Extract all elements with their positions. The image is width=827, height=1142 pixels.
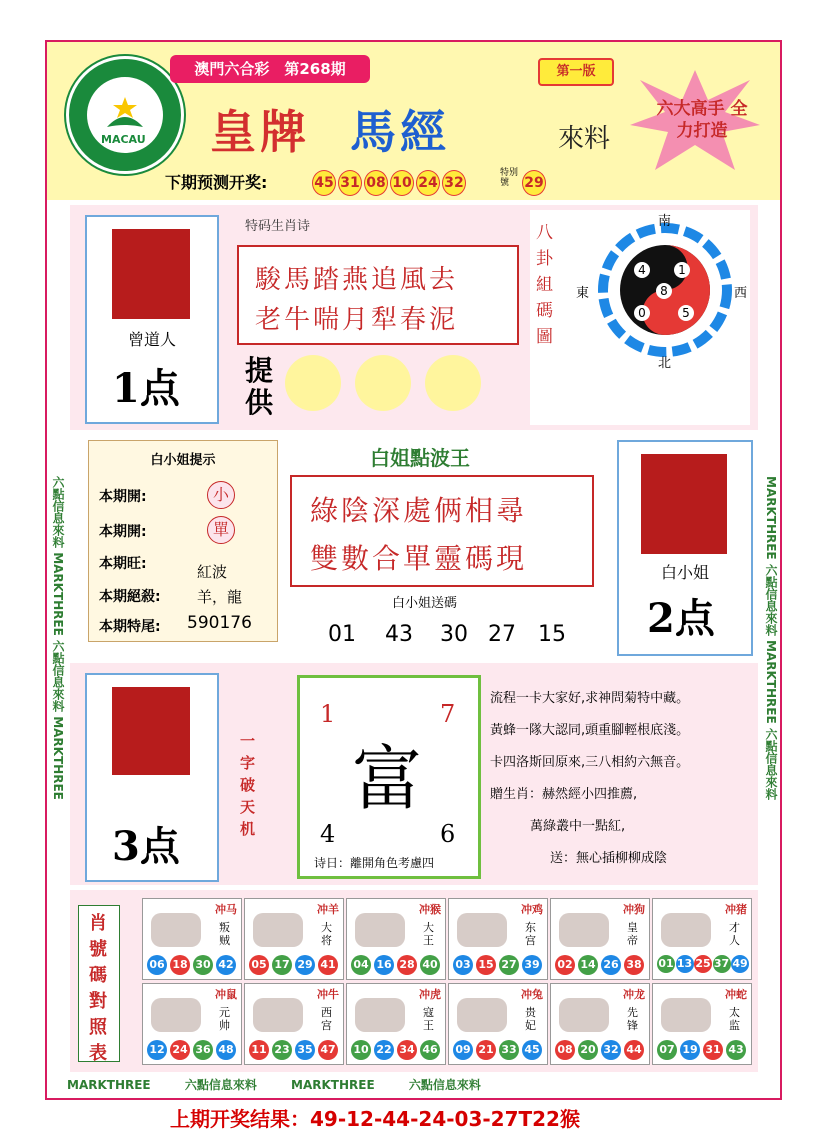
zodiac-tag: 冲兔: [521, 988, 543, 1001]
animal-icon: [457, 998, 507, 1032]
emblem-inner: [87, 77, 163, 153]
expert-name: 白小姐: [660, 563, 709, 582]
side-text: 一字破天机: [240, 732, 256, 838]
hint-row-label: 本期開:: [99, 489, 147, 505]
edition-badge: 第一版: [538, 58, 614, 86]
side-band-en: MARKTHREE: [51, 551, 65, 636]
expert-photo: [112, 229, 190, 319]
bagua-dir-west: 西: [734, 286, 748, 301]
send-number: 30: [440, 622, 468, 647]
animal-icon: [151, 913, 201, 947]
predict-ball: 10: [390, 170, 414, 196]
zodiac-number: 46: [420, 1040, 440, 1060]
animal-icon: [253, 998, 303, 1032]
animal-icon: [559, 998, 609, 1032]
bagua-dir-east: 東: [576, 286, 590, 301]
zodiac-number: 04: [351, 955, 371, 975]
zodiac-number: 35: [295, 1040, 315, 1060]
zodiac-tag: 冲猴: [419, 903, 441, 916]
animal-icon: [661, 998, 711, 1032]
zodiac-number: 22: [374, 1040, 394, 1060]
send-number: 43: [385, 622, 413, 647]
poem-line: 诗日：離開角色考慮四: [314, 856, 435, 870]
provide-text: 提供: [245, 354, 274, 419]
zodiac-number: 08: [555, 1040, 575, 1060]
zodiac-name: 元帅: [219, 1006, 230, 1032]
zodiac-number: 19: [680, 1040, 700, 1060]
king-title: 白姐點波王: [370, 446, 470, 470]
poem-line: 雙數合單靈碼現: [310, 542, 528, 575]
zodiac-tag: 冲虎: [419, 988, 441, 1001]
side-band-text: 六點信息來料: [51, 639, 65, 712]
hint-row-value: 590176: [187, 613, 252, 633]
zodiac-name: 先锋: [627, 1006, 638, 1032]
zodiac-number: 47: [318, 1040, 338, 1060]
predict-ball: 31: [338, 170, 362, 196]
send-number: 27: [488, 622, 516, 647]
zodiac-title: 肖號碼對照表: [89, 913, 107, 1064]
bagua-num: 1: [674, 262, 690, 278]
side-band-en: MARKTHREE: [764, 639, 778, 724]
hint-row-label: 本期旺:: [99, 556, 147, 572]
zodiac-number: 07: [657, 1040, 677, 1060]
side-band-text: 六點信息來料: [51, 475, 65, 548]
poem-line: 綠陰深處俩相尋: [310, 494, 528, 527]
zodiac-number: 01: [657, 955, 675, 973]
verse-line: 萬綠叢中一點紅,: [530, 819, 626, 834]
big-char: 富: [352, 738, 422, 820]
zodiac-number: 37: [713, 955, 731, 973]
zodiac-number: 41: [318, 955, 338, 975]
zodiac-tag: 冲马: [215, 903, 237, 916]
verse-line: 卡四洛斯回原來,三八相約六無音。: [490, 755, 690, 770]
zodiac-number: 36: [193, 1040, 213, 1060]
zodiac-card: [142, 898, 242, 980]
poem-box-2: [290, 475, 594, 587]
zodiac-number: 26: [601, 955, 621, 975]
zodiac-number: 21: [476, 1040, 496, 1060]
predict-numbers: [312, 170, 466, 196]
hint-row-label: 本期絕殺:: [99, 589, 161, 605]
zodiac-name: 西宫: [321, 1006, 332, 1032]
zodiac-number: 12: [147, 1040, 167, 1060]
zodiac-card: [652, 983, 752, 1065]
zodiac-name: 东宫: [525, 921, 536, 947]
hint-row-value: 羊，龍: [197, 588, 243, 606]
side-band-en: MARKTHREE: [67, 1078, 151, 1092]
zodiac-number: 48: [216, 1040, 236, 1060]
fu-box: [297, 675, 481, 879]
bagua-num: 0: [634, 305, 650, 321]
poem-box-1: [237, 245, 519, 345]
send-number: 01: [328, 622, 356, 647]
zodiac-number: 31: [703, 1040, 723, 1060]
special-label: 特别號: [500, 168, 519, 188]
zodiac-title-box: [78, 905, 120, 1062]
expert-card-3: [85, 673, 219, 882]
zodiac-number: 32: [601, 1040, 621, 1060]
animal-icon: [253, 913, 303, 947]
zodiac-tag: 冲龙: [623, 988, 645, 1001]
animal-icon: [457, 913, 507, 947]
title-blue: 馬經: [350, 105, 450, 159]
predict-ball: 32: [442, 170, 466, 196]
predict-ball: 24: [416, 170, 440, 196]
zodiac-number: 40: [420, 955, 440, 975]
side-band-text: 六點信息來料: [184, 1078, 257, 1092]
zodiac-tag: 冲鸡: [521, 903, 543, 916]
zodiac-number: 09: [453, 1040, 473, 1060]
zodiac-card: [346, 898, 446, 980]
zodiac-name: 寇王: [423, 1006, 434, 1032]
zodiac-number: 13: [676, 955, 694, 973]
footer-band: [47, 1076, 780, 1098]
animal-icon: [559, 913, 609, 947]
bagua-num: 4: [634, 262, 650, 278]
hint-title: 白小姐提示: [150, 453, 216, 468]
expert-photo: [641, 454, 727, 554]
rooster-icon: [285, 355, 341, 411]
zodiac-card: [550, 983, 650, 1065]
zodiac-number: 29: [295, 955, 315, 975]
verse-line: 贈生肖：赫然經小四推薦,: [490, 787, 638, 802]
left-side-band: [47, 205, 67, 1070]
zodiac-tag: 冲猪: [725, 903, 747, 916]
poem-line: 老牛喘月犁春泥: [255, 305, 459, 335]
poem-line: 駿馬踏燕追風去: [255, 265, 459, 295]
zodiac-number: 30: [193, 955, 213, 975]
zodiac-number: 02: [555, 955, 575, 975]
zodiac-card: [448, 983, 548, 1065]
pig-icon: [425, 355, 481, 411]
zodiac-number: 42: [216, 955, 236, 975]
animal-icon: [151, 998, 201, 1032]
expert-points: 3点: [112, 823, 180, 870]
send-title: 白小姐送碼: [392, 596, 458, 611]
bagua-num: 8: [656, 283, 672, 299]
zodiac-number: 10: [351, 1040, 371, 1060]
expert-name: 曾道人: [127, 330, 176, 349]
verse-block: [490, 683, 755, 875]
verse-line: 送：無心插柳柳成陰: [550, 851, 668, 866]
zodiac-number: 17: [272, 955, 292, 975]
zodiac-number: 34: [397, 1040, 417, 1060]
zodiac-name: 贵妃: [525, 1006, 536, 1032]
zodiac-number: 23: [272, 1040, 292, 1060]
last-result: 上期开奖结果：49-12-44-24-03-27T22猴: [170, 1107, 580, 1131]
zodiac-number: 27: [499, 955, 519, 975]
predict-ball: 45: [312, 170, 336, 196]
macau-emblem-logo: [66, 56, 184, 174]
zodiac-name: 皇帝: [627, 921, 638, 947]
hint-row-value: 小: [207, 481, 235, 509]
zodiac-number: 03: [453, 955, 473, 975]
bagua-num: 5: [678, 305, 694, 321]
side-band-en: MARKTHREE: [291, 1078, 375, 1092]
zodiac-card: [550, 898, 650, 980]
bagua-panel: [530, 210, 750, 425]
issue-badge: 澳門六合彩 第268期: [170, 55, 370, 83]
zodiac-card: [244, 898, 344, 980]
verse-line: 流程一卡大家好,求神問菊特中藏。: [490, 691, 690, 706]
zodiac-tag: 冲蛇: [725, 988, 747, 1001]
side-band-text: 六點信息來料: [764, 563, 778, 636]
star-text: 六大高手 全力打造: [656, 99, 748, 141]
special-ball: 29: [522, 170, 546, 196]
zodiac-number: 15: [476, 955, 496, 975]
zodiac-number: 24: [170, 1040, 190, 1060]
zodiac-card: [448, 898, 548, 980]
hint-panel: [88, 440, 278, 642]
zodiac-name: 大王: [423, 921, 434, 947]
bagua-dir-north: 北: [658, 356, 672, 371]
corner-num: 7: [440, 700, 456, 728]
right-side-band: [760, 205, 780, 1070]
zodiac-number: 14: [578, 955, 598, 975]
zodiac-card: [652, 898, 752, 980]
zodiac-tag: 冲鼠: [215, 988, 237, 1001]
animal-icon: [661, 913, 711, 947]
zodiac-tag: 冲牛: [317, 988, 339, 1001]
zodiac-number: 44: [624, 1040, 644, 1060]
zodiac-name: 才人: [729, 921, 740, 947]
zodiac-name: 大将: [321, 921, 332, 947]
hint-row-label: 本期特尾:: [99, 619, 161, 635]
zodiac-number: 45: [522, 1040, 542, 1060]
zodiac-number: 33: [499, 1040, 519, 1060]
side-band-en: MARKTHREE: [764, 475, 778, 560]
logo-text: MACAU: [101, 133, 146, 146]
side-band-text: 六點信息來料: [764, 727, 778, 800]
bagua-title: 八卦組碼圖: [536, 223, 553, 347]
zodiac-number: 49: [731, 955, 749, 973]
zodiac-number: 18: [170, 955, 190, 975]
corner-num: 4: [320, 820, 336, 848]
side-band-en: MARKTHREE: [51, 715, 65, 800]
hint-row-label: 本期開:: [99, 524, 147, 540]
zodiac-card: [346, 983, 446, 1065]
zodiac-number: 38: [624, 955, 644, 975]
zodiac-number: 11: [249, 1040, 269, 1060]
zodiac-card: [142, 983, 242, 1065]
animal-icon: [355, 998, 405, 1032]
zodiac-number: 25: [694, 955, 712, 973]
corner-num: 1: [320, 700, 336, 728]
send-number: 15: [538, 622, 566, 647]
zodiac-number: 05: [249, 955, 269, 975]
bagua-dir-south: 南: [658, 214, 672, 229]
laizi-text: 來料: [558, 124, 611, 154]
expert-card-1: [85, 215, 219, 424]
zodiac-card: [244, 983, 344, 1065]
zodiac-number: 16: [374, 955, 394, 975]
zodiac-number: 28: [397, 955, 417, 975]
animal-icon: [355, 913, 405, 947]
zodiac-number: 20: [578, 1040, 598, 1060]
side-band-text: 六點信息來料: [408, 1078, 481, 1092]
corner-num: 6: [440, 820, 456, 848]
zodiac-name: 太监: [729, 1006, 740, 1032]
hint-row-value: 單: [207, 516, 235, 544]
zodiac-tag: 冲狗: [623, 903, 645, 916]
predict-label: 下期预测开奖:: [165, 173, 268, 192]
expert-points: 2点: [647, 595, 715, 642]
rabbit-icon: [355, 355, 411, 411]
verse-line: 黃蜂一隊大認同,頭重腳輕根底淺。: [490, 723, 690, 738]
title-red: 皇牌: [210, 105, 310, 159]
expert-photo: [112, 687, 190, 775]
hint-label: 特码生肖诗: [245, 219, 311, 234]
zodiac-grid: [142, 898, 752, 1068]
zodiac-number: 06: [147, 955, 167, 975]
zodiac-name: 叛贼: [219, 921, 230, 947]
zodiac-number: 39: [522, 955, 542, 975]
predict-ball: 08: [364, 170, 388, 196]
zodiac-tag: 冲羊: [317, 903, 339, 916]
hint-row-value: 紅波: [197, 563, 228, 581]
zodiac-number: 43: [726, 1040, 746, 1060]
expert-card-2: [617, 440, 753, 656]
expert-points: 1点: [112, 365, 180, 412]
